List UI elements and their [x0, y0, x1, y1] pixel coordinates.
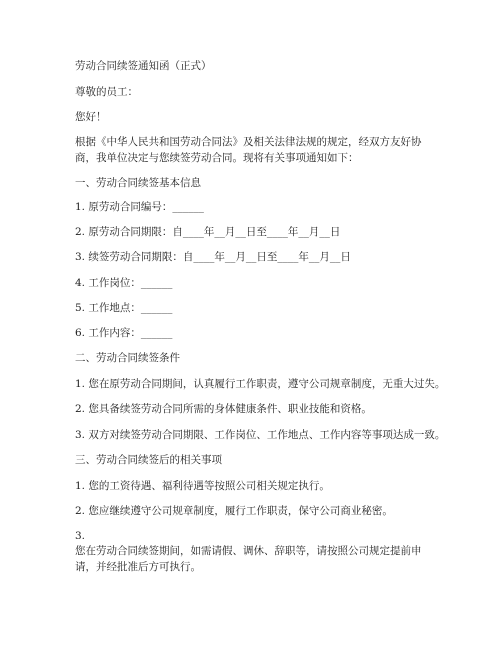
section3-heading: 三、劳动合同续签后的相关事项 [75, 454, 222, 466]
section1-item: 2. 原劳动合同期限：自____年__月__日至____年__月__日 [75, 226, 341, 238]
section3-item: 1. 您的工资待遇、福利待遇等按照公司相关规定执行。 [75, 480, 330, 492]
section1-item: 3. 续签劳动合同期限：自____年__月__日至____年__月__日 [75, 251, 351, 263]
section3-item-text: 您在劳动合同续签期间，如需请假、调休、辞职等，请按照公司规定提前申请，并经批准后方可执行。 [75, 545, 422, 573]
section3-item: 2. 您应继续遵守公司规章制度，履行工作职责，保守公司商业秘密。 [75, 505, 393, 517]
greeting: 您好！ [75, 111, 107, 123]
section1-item: 1. 原劳动合同编号：______ [75, 201, 204, 213]
section2-item: 2. 您具备续签劳动合同所需的身体健康条件、职业技能和资格。 [75, 403, 372, 415]
section2-item: 3. 双方对续签劳动合同期限、工作岗位、工作地点、工作内容等事项达成一致。 [75, 429, 446, 441]
section1-item: 5. 工作地点：______ [75, 302, 173, 314]
salutation: 尊敬的员工： [75, 86, 138, 98]
intro-paragraph: 根据《中华人民共和国劳动合同法》及相关法律法规的规定，经双方友好协商，我单位决定与您续签劳动合同。现将有关事项通知如下： [75, 136, 422, 164]
section2-item: 1. 您在原劳动合同期间，认真履行工作职责，遵守公司规章制度，无重大过失。 [75, 378, 446, 390]
section1-item: 4. 工作岗位：______ [75, 277, 173, 289]
document-title: 劳动合同续签通知函（正式） [75, 60, 212, 72]
section1-heading: 一、劳动合同续签基本信息 [75, 177, 201, 189]
section3-item-number: 3. [75, 530, 86, 542]
section1-item: 6. 工作内容：______ [75, 327, 173, 339]
section2-heading: 二、劳动合同续签条件 [75, 352, 180, 364]
